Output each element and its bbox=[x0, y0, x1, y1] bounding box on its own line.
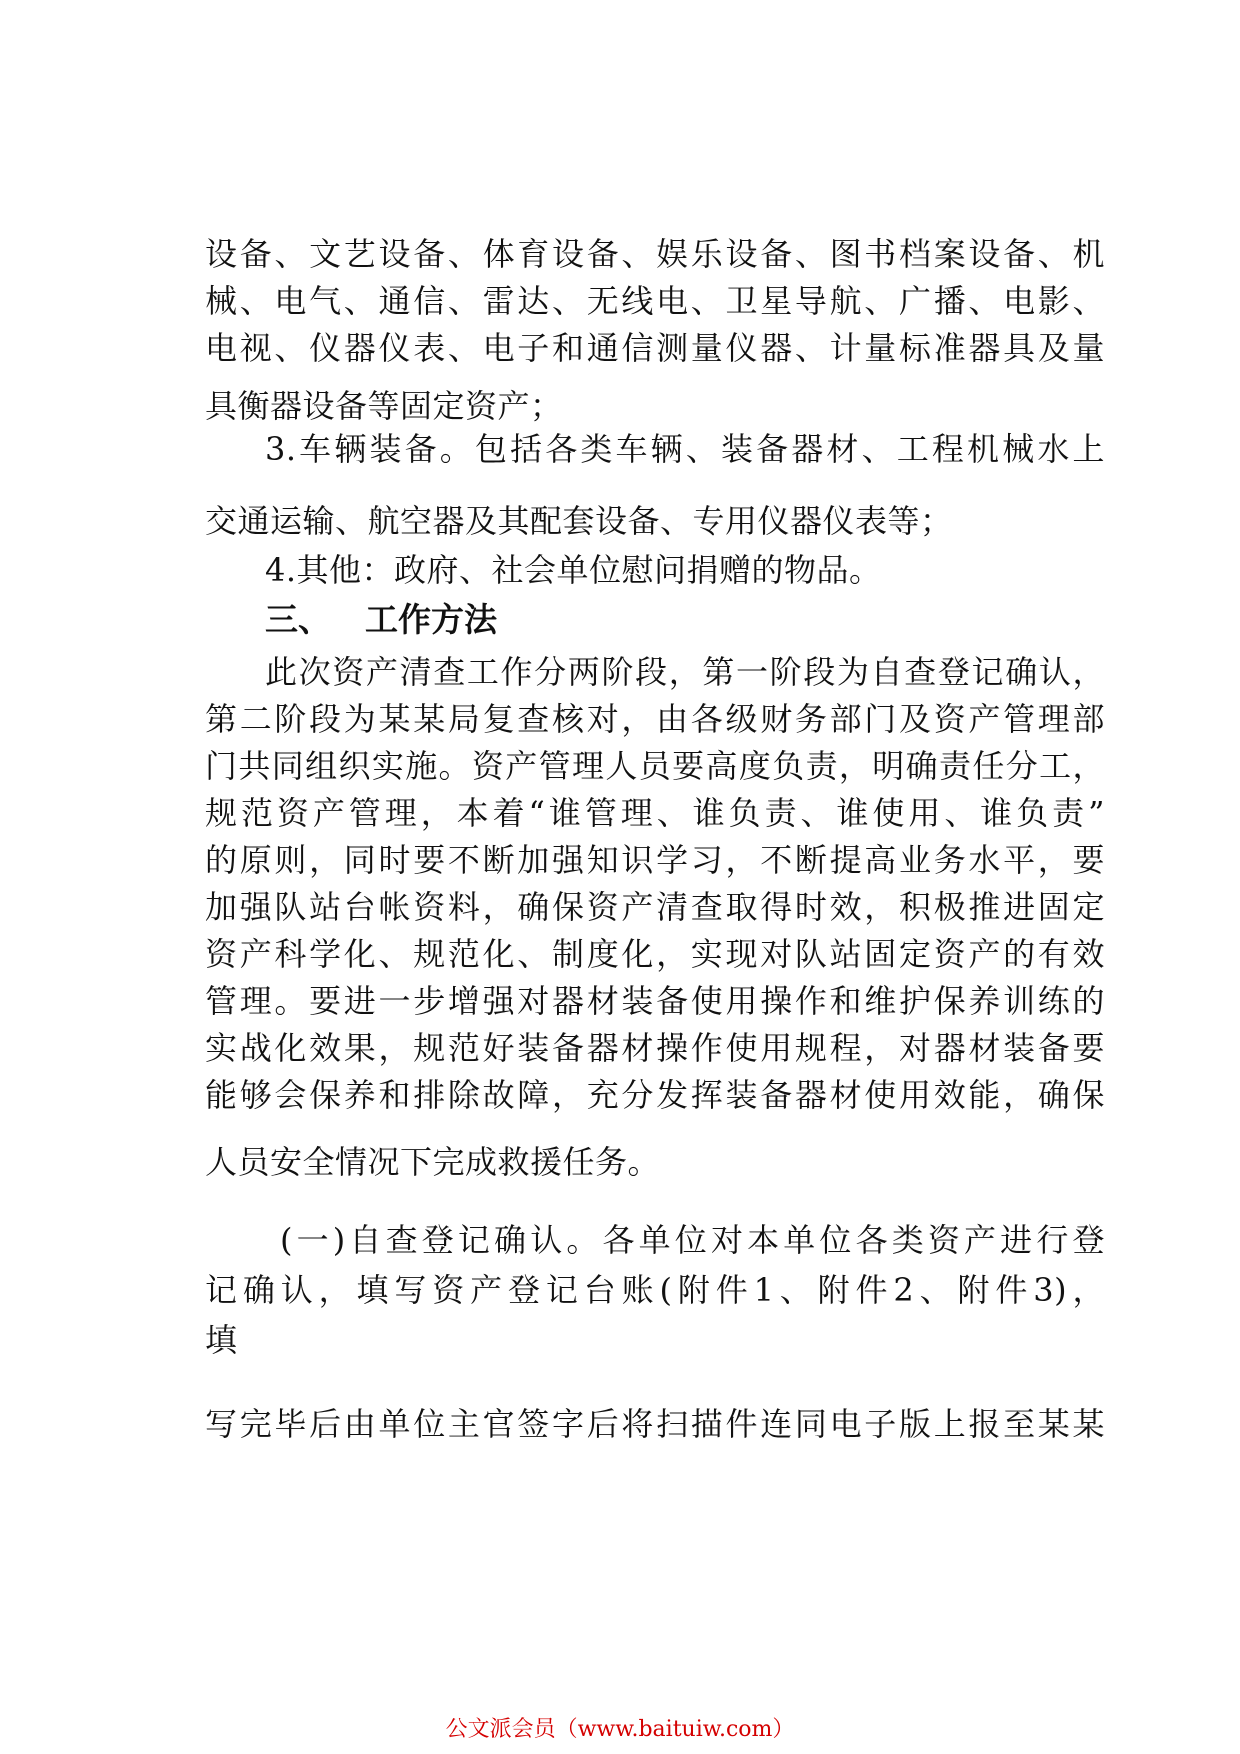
body-line: 械、电气、通信、雷达、无线电、卫星导航、广播、电影、 bbox=[205, 282, 1105, 320]
section-number: 三、 bbox=[265, 600, 331, 639]
body-line: 人员安全情况下完成救援任务。 bbox=[205, 1143, 661, 1181]
paragraph-first-line: 此次资产清查工作分两阶段，第一阶段为自查登记确认， bbox=[265, 653, 1105, 691]
body-line: 第二阶段为某某局复查核对，由各级财务部门及资产管理部 bbox=[205, 700, 1105, 738]
body-line: 资产科学化、规范化、制度化，实现对队站固定资产的有效 bbox=[205, 935, 1105, 973]
footer-watermark: 公文派会员（www.baituiw.com） bbox=[445, 1717, 795, 1742]
body-line: 具衡器设备等固定资产； bbox=[205, 387, 563, 425]
body-line: 填 bbox=[205, 1321, 238, 1359]
list-item-other: 4.其他：政府、社会单位慰问捐赠的物品。 bbox=[265, 551, 882, 589]
body-line: 的原则，同时要不断加强知识学习，不断提高业务水平，要 bbox=[205, 841, 1105, 879]
body-line: 写完毕后由单位主官签字后将扫描件连同电子版上报至某某 bbox=[205, 1405, 1105, 1443]
body-line: 门共同组织实施。资产管理人员要高度负责，明确责任分工， bbox=[205, 747, 1105, 785]
body-line: 加强队站台帐资料，确保资产清查取得时效，积极推进固定 bbox=[205, 888, 1105, 926]
list-item-vehicles: 3.车辆装备。包括各类车辆、装备器材、工程机械水上 bbox=[265, 430, 1105, 468]
section-title: 工作方法 bbox=[365, 600, 497, 639]
body-line: 能够会保养和排除故障，充分发挥装备器材使用效能，确保 bbox=[205, 1076, 1105, 1114]
body-line: 记确认，填写资产登记台账(附件1、附件2、附件3)， bbox=[205, 1271, 1105, 1309]
body-line: 规范资产管理，本着“谁管理、谁负责、谁使用、谁负责” bbox=[205, 794, 1105, 832]
subsection-first-line: (一)自查登记确认。各单位对本单位各类资产进行登 bbox=[280, 1221, 1105, 1259]
section-heading bbox=[265, 596, 497, 644]
body-line: 交通运输、航空器及其配套设备、专用仪器仪表等； bbox=[205, 502, 953, 540]
body-line: 设备、文艺设备、体育设备、娱乐设备、图书档案设备、机 bbox=[205, 235, 1105, 273]
body-line: 实战化效果，规范好装备器材操作使用规程，对器材装备要 bbox=[205, 1029, 1105, 1067]
body-line: 电视、仪器仪表、电子和通信测量仪器、计量标准器具及量 bbox=[205, 329, 1105, 367]
body-line: 管理。要进一步增强对器材装备使用操作和维护保养训练的 bbox=[205, 982, 1105, 1020]
